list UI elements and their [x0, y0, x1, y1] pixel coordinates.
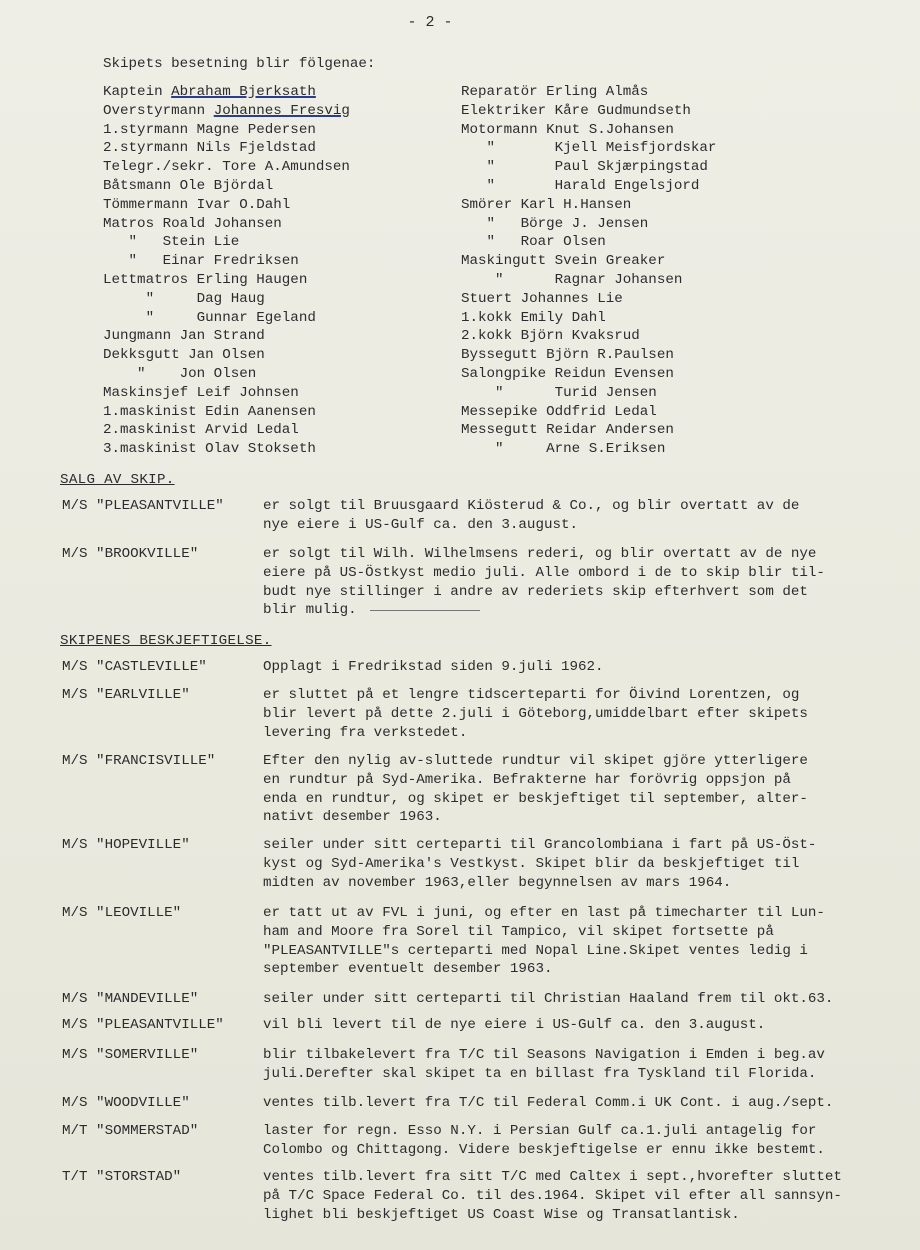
status-line: enda en rundtur, og skipet er beskjeftiget til september, alter- [263, 790, 808, 807]
crew-member: " Jon Olsen [103, 365, 257, 382]
crew-member: " Paul Skjærpingstad [461, 159, 708, 176]
crew-member: " Gunnar Egeland [103, 309, 316, 326]
crew-list-right [461, 83, 881, 459]
page-number: - 2 - [407, 14, 453, 31]
status-line: midten av november 1963,eller begynnelsen av mars 1964. [263, 874, 732, 891]
ship-name: M/S "PLEASANTVILLE" [62, 498, 224, 514]
ship-status [263, 1046, 887, 1084]
crew-member: " Ragnar Johansen [461, 271, 683, 288]
status-line: nye eiere i US-Gulf ca. den 3.august. [263, 516, 579, 533]
status-line: nativt desember 1963. [263, 809, 442, 826]
ship-status [263, 545, 887, 620]
crew-member: Matros Roald Johansen [103, 215, 282, 232]
ship-name: M/S "FRANCISVILLE" [62, 753, 216, 769]
crew-member: 1.maskinist Edin Aanensen [103, 403, 316, 420]
ship-name: M/S "WOODVILLE" [62, 1095, 190, 1111]
crew-member: " Einar Fredriksen [103, 253, 299, 270]
status-line: seiler under sitt certeparti til Christian Haaland frem til okt.63. [263, 991, 834, 1007]
ship-status [263, 752, 887, 827]
crew-member: Smörer Karl H.Hansen [461, 196, 632, 213]
ship-status [263, 1122, 887, 1160]
status-line: er solgt til Wilh. Wilhelmsens rederi, og blir overtatt av de nye [263, 546, 817, 562]
crew-member: " Roar Olsen [461, 234, 606, 251]
crew-member: " Stein Lie [103, 234, 240, 251]
crew-intro: Skipets besetning blir fölgenae: [103, 56, 376, 72]
crew-member: 2.styrmann Nils Fjeldstad [103, 140, 316, 157]
ship-name: M/T "SOMMERSTAD" [62, 1123, 199, 1139]
crew-member: Stuert Johannes Lie [461, 290, 623, 307]
crew-member: Telegr./sekr. Tore A.Amundsen [103, 159, 350, 176]
status-line: vil bli levert til de nye eiere i US-Gulf ca. den 3.august. [263, 1017, 766, 1033]
status-line: en rundtur på Syd-Amerika. Befrakterne har forövrig oppsjon på [263, 771, 791, 788]
status-line: kyst og Syd-Amerika's Vestkyst. Skipet blir da beskjeftiget til [263, 855, 800, 872]
crew-member: " Börge J. Jensen [461, 215, 649, 232]
crew-member: 2.maskinist Arvid Ledal [103, 422, 299, 439]
crew-list-left [103, 83, 433, 459]
crew-member: Maskingutt Svein Greaker [461, 253, 666, 270]
crew-member: Motormann Knut S.Johansen [461, 121, 674, 138]
ship-status [263, 686, 887, 742]
crew-member: Jungmann Jan Strand [103, 328, 265, 345]
crew-member: Elektriker Kåre Gudmundseth [461, 102, 691, 119]
ship-name: M/S "MANDEVILLE" [62, 991, 199, 1007]
status-line: er sluttet på et lengre tidscerteparti for Öivind Lorentzen, og [263, 687, 800, 703]
crew-member: Overstyrmann Johannes Fresvig [103, 102, 350, 119]
ship-name: M/S "LEOVILLE" [62, 905, 182, 921]
status-line: lighet bli beskjeftiget US Coast Wise og Transatlantisk. [263, 1206, 740, 1223]
ship-name: M/S "EARLVILLE" [62, 687, 190, 703]
status-line: eiere på US-Östkyst medio juli. Alle ombord i de to skip blir til- [263, 564, 825, 581]
status-line: Colombo og Chittagong. Videre beskjeftigelse er ennu ikke bestemt. [263, 1141, 825, 1158]
status-line: ventes tilb.levert fra T/C til Federal Comm.i UK Cont. i aug./sept. [263, 1095, 834, 1111]
status-line: seiler under sitt certeparti til Grancolombiana i fart på US-Öst- [263, 837, 817, 853]
ship-status [263, 1168, 887, 1224]
crew-member: 1.kokk Emily Dahl [461, 309, 606, 326]
ship-status [263, 658, 887, 677]
crew-member: Kaptein Abraham Bjerksath [103, 84, 316, 100]
ship-name: M/S "SOMERVILLE" [62, 1047, 199, 1063]
status-line: er solgt til Bruusgaard Kiösterud & Co., og blir overtatt av de [263, 498, 800, 514]
crew-member: Lettmatros Erling Haugen [103, 271, 308, 288]
ship-status [263, 1094, 887, 1113]
status-line: på T/C Space Federal Co. til des.1964. Skipet vil efter all sannsyn- [263, 1187, 842, 1204]
crew-member: " Turid Jensen [461, 384, 657, 401]
crew-member: " Kjell Meisfjordskar [461, 140, 717, 157]
status-line: budt nye stillinger i andre av rederiets skip efterhvert som det [263, 583, 808, 600]
ship-status [263, 904, 887, 979]
divider-line [370, 610, 480, 611]
status-line: ventes tilb.levert fra sitt T/C med Caltex i sept.,hvorefter sluttet [263, 1169, 842, 1185]
crew-member: Byssegutt Björn R.Paulsen [461, 347, 674, 364]
ship-name: T/T "STORSTAD" [62, 1169, 182, 1185]
crew-member: " Dag Haug [103, 290, 265, 307]
status-line: blir tilbakelevert fra T/C til Seasons Navigation i Emden i beg.av [263, 1047, 825, 1063]
ship-status [263, 497, 887, 535]
sales-heading: SALG AV SKIP. [60, 472, 175, 488]
status-line: blir levert på dette 2.juli i Göteborg,umiddelbart efter skipets [263, 705, 808, 722]
crew-member: 2.kokk Björn Kvaksrud [461, 328, 640, 345]
employment-heading: SKIPENES BESKJEFTIGELSE. [60, 633, 272, 649]
ship-status [263, 1016, 887, 1035]
crew-member: Dekksgutt Jan Olsen [103, 347, 265, 364]
status-line: laster for regn. Esso N.Y. i Persian Gulf ca.1.juli antagelig for [263, 1123, 817, 1139]
status-line: ham and Moore fra Sorel til Tampico, vil skipet fortsette på [263, 923, 774, 940]
crew-member: " Harald Engelsjord [461, 177, 700, 194]
ship-status [263, 990, 887, 1009]
crew-member: Reparatör Erling Almås [461, 84, 649, 100]
crew-member: " Arne S.Eriksen [461, 441, 666, 458]
ship-name: M/S "CASTLEVILLE" [62, 659, 207, 675]
crew-member: Salongpike Reidun Evensen [461, 365, 674, 382]
ship-name: M/S "PLEASANTVILLE" [62, 1017, 224, 1033]
status-line: "PLEASANTVILLE"s certeparti med Nopal Line.Skipet ventes ledig i [263, 942, 808, 959]
status-line: september eventuelt desember 1963. [263, 961, 553, 978]
crew-member: Messepike Oddfrid Ledal [461, 403, 657, 420]
crew-member: 1.styrmann Magne Pedersen [103, 121, 316, 138]
status-line: blir mulig. [263, 602, 357, 619]
ship-name: M/S "HOPEVILLE" [62, 837, 190, 853]
crew-member: Messegutt Reidar Andersen [461, 422, 674, 439]
ship-name: M/S "BROOKVILLE" [62, 546, 199, 562]
status-line: levering fra verkstedet. [263, 724, 468, 741]
crew-member: Tömmermann Ivar O.Dahl [103, 196, 291, 213]
crew-member: Båtsmann Ole Björdal [103, 177, 274, 194]
status-line: er tatt ut av FVL i juni, og efter en last på timecharter til Lun- [263, 905, 825, 921]
status-line: juli.Derefter skal skipet ta en billast fra Tyskland til Florida. [263, 1065, 817, 1082]
status-line: Efter den nylig av-sluttede rundtur vil skipet gjöre ytterligere [263, 753, 808, 769]
crew-member: 3.maskinist Olav Stokseth [103, 441, 316, 458]
ship-status [263, 836, 887, 892]
status-line: Opplagt i Fredrikstad siden 9.juli 1962. [263, 659, 604, 675]
crew-member: Maskinsjef Leif Johnsen [103, 384, 299, 401]
